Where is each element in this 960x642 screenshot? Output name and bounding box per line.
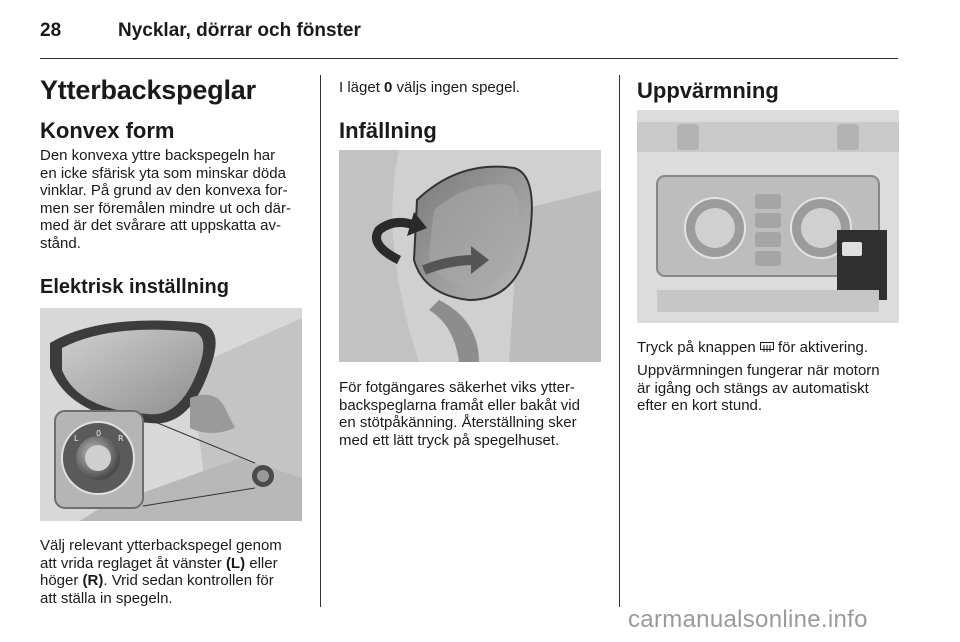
neutral-position-text: I läget 0 väljs ingen spegel. (339, 79, 520, 96)
electric-paragraph: Välj relevant ytterbackspegel genom att vrida reglaget åt vänster (L) eller höger (R). Vrid sedan kontrollen för att ställa in spegeln. (40, 537, 282, 607)
chapter-title: Nycklar, dörrar och fönster (118, 20, 361, 41)
rear-defrost-icon (760, 342, 774, 353)
press-button-text: Tryck på knappen för aktivering. (637, 339, 869, 356)
svg-text:L: L (74, 434, 79, 443)
folding-paragraph: För fotgängares säkerhet viks ytter- backspeglarna framåt eller bakåt vid en stötpåkänning. Återställning sker med ett lätt tryck på spegelhuset. (339, 379, 580, 449)
heading-electric: Elektrisk inställning (40, 276, 229, 298)
mirror-folding-photo (339, 150, 601, 362)
heating-paragraph: Uppvärmningen fungerar när motorn är igång och stängs av automatiskt efter en kort stund. (637, 362, 880, 415)
column-divider-1 (320, 75, 321, 607)
svg-text:R: R (118, 434, 124, 443)
page-number: 28 (40, 20, 62, 41)
column-divider-2 (619, 75, 620, 607)
section-title-mirrors: Ytterbackspeglar (40, 75, 256, 105)
climate-panel-photo (637, 110, 899, 323)
svg-text:0: 0 (96, 429, 102, 438)
heading-heating: Uppvärmning (637, 78, 779, 103)
header-rule (40, 58, 898, 59)
heading-convex: Konvex form (40, 118, 175, 143)
heading-folding: Infällning (339, 118, 437, 143)
mirror-control-photo (40, 308, 302, 521)
watermark: carmanualsonline.info (628, 606, 868, 633)
convex-paragraph: Den konvexa yttre backspegeln har en icke sfärisk yta som minskar döda vinklar. På grund av den konvexa for- men ser föremålen mindre ut och där- med är det svårare att uppskatta av- stånd. (40, 147, 291, 252)
